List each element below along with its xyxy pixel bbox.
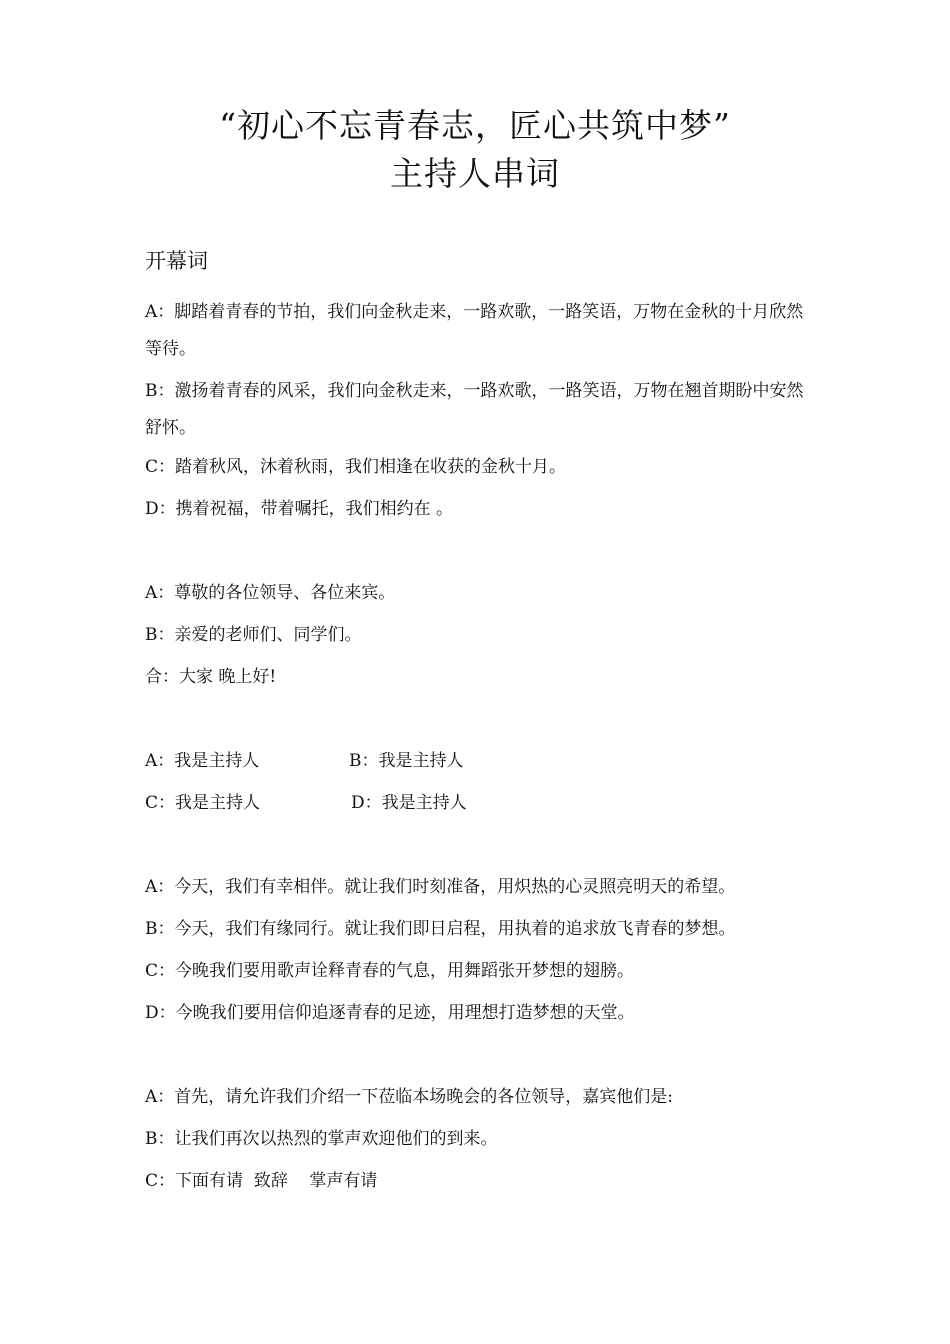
- paragraph-a-introduce: A：首先，请允许我们介绍一下莅临本场晚会的各位领导，嘉宾他们是:: [145, 1087, 674, 1107]
- host-intro-c: C：我是主持人: [145, 793, 261, 813]
- host-intro-b: B：我是主持人: [349, 751, 464, 771]
- paragraph-a-today: A：今天，我们有幸相伴。就让我们时刻准备，用炽热的心灵照亮明天的希望。: [145, 877, 736, 897]
- host-intro-d: D：我是主持人: [351, 793, 467, 813]
- paragraph-b-today: B：今天，我们有缘同行。就让我们即日启程，用执着的追求放飞青春的梦想。: [145, 919, 736, 939]
- greeting-a: A：尊敬的各位领导、各位来宾。: [145, 583, 396, 603]
- greeting-b: B：亲爱的老师们、同学们。: [145, 625, 362, 645]
- greeting-together: 合：大家 晚上好!: [145, 667, 277, 687]
- paragraph-b-welcome: B：让我们再次以热烈的掌声欢迎他们的到来。: [145, 1129, 498, 1149]
- paragraph-c-tonight: C：今晚我们要用歌声诠释青春的气息，用舞蹈张开梦想的翅膀。: [145, 961, 635, 981]
- host-intro-a: A：我是主持人: [145, 751, 260, 771]
- paragraph-a-opening: A：脚踏着青春的节拍，我们向金秋走来，一路欢歌，一路笑语，万物在金秋的十月欣然等待。: [145, 302, 804, 359]
- page-subtitle: 主持人串词: [390, 154, 560, 193]
- paragraph-c-invite: C：下面有请 致辞 掌声有请: [145, 1171, 378, 1191]
- page-title: “初心不忘青春志，匠心共筑中梦”: [219, 106, 731, 145]
- paragraph-b-opening: B：激扬着青春的风采，我们向金秋走来，一路欢歌，一路笑语，万物在翘首期盼中安然舒怀。: [145, 381, 804, 438]
- paragraph-c-opening: C：踏着秋风，沐着秋雨，我们相逢在收获的金秋十月。: [145, 457, 567, 477]
- section-heading: 开幕词: [145, 249, 208, 273]
- paragraph-d-opening: D：携着祝福，带着嘱托，我们相约在 。: [145, 499, 454, 519]
- paragraph-d-tonight: D：今晚我们要用信仰追逐青春的足迹，用理想打造梦想的天堂。: [145, 1003, 635, 1023]
